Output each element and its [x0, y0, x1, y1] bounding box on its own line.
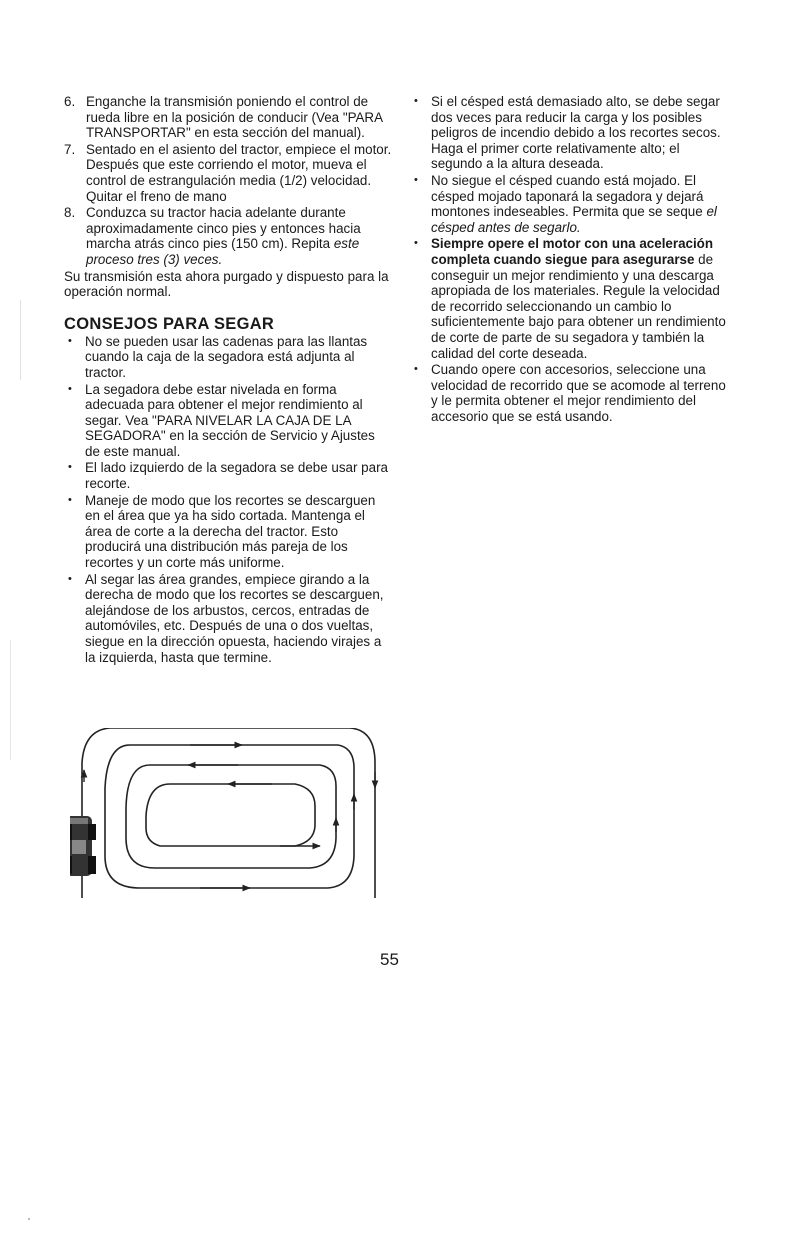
step-number: 6.: [64, 94, 76, 109]
tractor-icon: [70, 816, 96, 876]
scan-edge-mark: [10, 640, 11, 760]
tip-text-emphasis: el césped antes de segarlo.: [431, 204, 717, 235]
tip-item: • No se pueden usar las cadenas para las llantas cuando la caja de la segadora está adjunta al tractor.: [64, 334, 392, 381]
step-text: Sentado en el asiento del tractor, empiece el motor. Después que este corriendo el motor, mueva el control de estrangulación media (1/2) velocidad. Quitar el freno de mano: [86, 141, 392, 204]
tip-text: de conseguir un mejor rendimiento y una descarga apropiada de los materiales. Regule la velocidad de recorrido seleccionando un cambio lo suficientemente bajo para obtener un rendimiento de corte de parte de su segadora y también la calidad del corte deseada.: [431, 251, 726, 361]
tip-item: • Al segar las área grandes, empiece girando a la derecha de modo que los recortes se descarguen, alejándose de los arbustos, cercos, entradas de automóviles, etc. Después de una o dos vueltas, siegue en la dirección opuesta, haciendo virajes a la izquierda, hasta que termine.: [64, 572, 392, 666]
step-text-emphasis: este proceso tres (3) veces.: [86, 236, 360, 267]
step-8: [64, 205, 392, 267]
right-column: [410, 94, 730, 425]
tip-item: • Cuando opere con accesorios, seleccione una velocidad de recorrido que se acomode al terreno y le permita obtener el mejor rendimiento del accesorio que se está usando.: [410, 362, 730, 424]
left-column: [64, 94, 392, 666]
tip-item: • Maneje de modo que los recortes se descarguen en el área que ya ha sido cortada. Mantenga el área de corte a la derecha del tractor. Esto producirá una distribución más pareja de los recortes y un corte más uniforme.: [64, 493, 392, 571]
section-title: CONSEJOS PARA SEGAR: [64, 314, 275, 333]
scan-speck: [28, 1218, 30, 1220]
tip-item: • Si el césped está demasiado alto, se debe segar dos veces para reducir la carga y los posibles peligros de incendio debido a los recortes secos. Haga el primer corte relativamente alto; el segundo a la altura deseada.: [410, 94, 730, 172]
scan-edge-mark: [20, 300, 21, 380]
tip-text-bold: Siempre opere el motor con una aceleración completa cuando siegue para asegurarse: [431, 236, 714, 267]
mowing-tips-list: [64, 334, 392, 665]
page-number: 55: [380, 950, 399, 969]
step-7: [64, 142, 392, 204]
step-number: 7.: [64, 141, 76, 157]
step-text-main: Conduzca su tractor hacia adelante durante aproximadamente cinco pies y entonces hacia marcha atrás cinco pies (150 cm). Repita: [86, 205, 361, 252]
tip-text: No siegue el césped cuando está mojado. El césped mojado taponará la segadora y dejará montones indeseables. Permita que se seque: [431, 172, 707, 220]
mowing-tips-list-continued: [410, 94, 730, 424]
step-text: Enganche la transmisión poniendo el control de rueda libre en la posición de conducir (Vea "PARA TRANSPORTAR" en esta sección del manual).: [86, 94, 383, 141]
tip-item: • La segadora debe estar nivelada en forma adecuada para obtener el mejor rendimiento al segar. Vea "PARA NIVELAR LA CAJA DE LA SEGADORA" en la sección de Servicio y Ajustes de este manual.: [64, 382, 392, 460]
tip-item: • El lado izquierdo de la segadora se debe usar para recorte.: [64, 460, 392, 491]
tip-item: [410, 173, 730, 235]
step-number: 8.: [64, 205, 76, 221]
step-text: [86, 205, 392, 267]
step-6: [64, 94, 392, 141]
third-loop: [126, 765, 336, 868]
purge-note: Su transmisión esta ahora purgado y dispuesto para la operación normal.: [64, 268, 389, 300]
inner-loop: [146, 784, 315, 846]
tip-item: [410, 236, 730, 361]
mowing-pattern-diagram: [70, 728, 390, 898]
